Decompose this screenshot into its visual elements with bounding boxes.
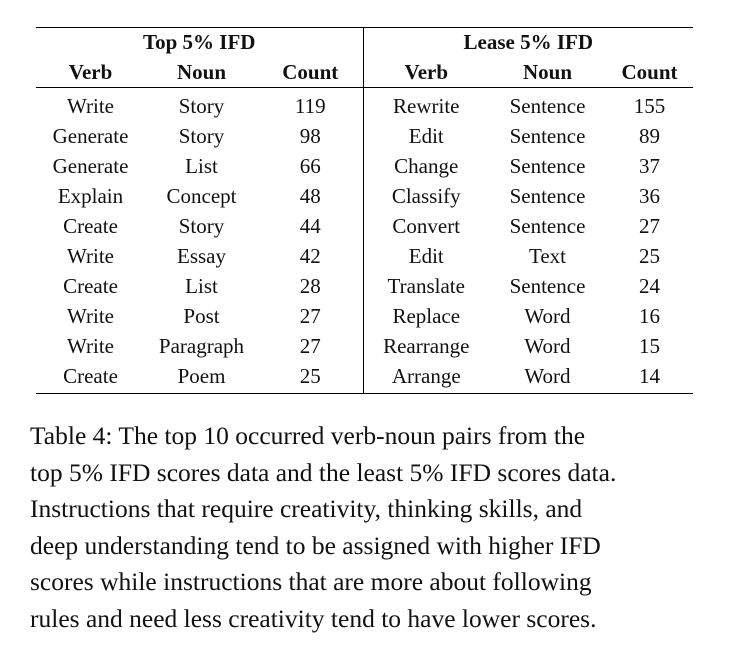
cell-count: 155 (633, 94, 666, 118)
group-header-top: Top 5% IFD (36, 28, 363, 58)
cell-verb: Write (67, 304, 114, 328)
group-header-row (36, 28, 693, 58)
cell-noun: Sentence (509, 94, 586, 118)
cell-noun: Paragraph (158, 334, 245, 358)
table-row (36, 211, 693, 241)
table-caption (30, 418, 710, 637)
cell-noun: Story (178, 124, 225, 148)
cell-noun: Word (524, 334, 571, 358)
column-header: Verb (363, 57, 489, 88)
cell-verb: Rearrange (363, 331, 489, 361)
cell-count: 48 (299, 184, 321, 208)
cell-count: 27 (299, 334, 321, 358)
cell-noun: Essay (177, 244, 226, 268)
cell-count: 98 (299, 124, 321, 148)
table-row (36, 181, 693, 211)
cell-noun: Concept (166, 184, 237, 208)
cell-count: 89 (639, 124, 660, 148)
caption-line: deep understanding tend to be assigned with higher IFD (30, 530, 601, 560)
cell-noun: Sentence (509, 274, 586, 298)
cell-noun: Sentence (509, 154, 586, 178)
caption-line: Table 4: The top 10 occurred verb-noun pairs from the (30, 421, 586, 450)
column-header: Count (258, 57, 363, 88)
cell-count: 28 (299, 274, 321, 298)
cell-noun: Word (489, 361, 606, 394)
cell-verb: Write (67, 94, 114, 118)
cell-count: 42 (299, 244, 321, 268)
cell-verb: Rewrite (363, 88, 489, 122)
cell-verb: Generate (52, 124, 129, 148)
cell-noun: Sentence (509, 184, 586, 208)
cell-noun: List (185, 154, 218, 178)
cell-count: 119 (294, 94, 326, 118)
table-row (36, 271, 693, 301)
cell-count: 25 (258, 361, 363, 394)
cell-verb: Create (63, 274, 118, 298)
caption-line: scores while instructions that are more about following (30, 567, 592, 596)
table-row (36, 241, 693, 271)
cell-count: 14 (606, 361, 693, 394)
cell-noun: Word (524, 304, 571, 328)
cell-noun: Poem (145, 361, 258, 394)
cell-count: 27 (639, 214, 660, 238)
cell-noun: Story (178, 214, 225, 238)
cell-noun: Post (183, 304, 220, 328)
cell-verb: Replace (363, 301, 489, 331)
cell-count: 37 (639, 154, 660, 178)
table-row (36, 88, 693, 122)
caption-line: rules and need less creativity tend to have lower scores. (30, 603, 597, 633)
verb-noun-table (36, 27, 693, 394)
cell-verb: Classify (363, 181, 489, 211)
cell-verb: Explain (57, 184, 124, 208)
cell-verb: Edit (363, 241, 489, 271)
column-header-row (36, 57, 693, 88)
cell-count: 66 (299, 154, 321, 178)
cell-count: 44 (299, 214, 321, 238)
cell-verb: Arrange (363, 361, 489, 394)
cell-verb: Create (63, 214, 118, 238)
cell-noun: Story (178, 94, 225, 118)
cell-count: 27 (299, 304, 321, 328)
cell-count: 24 (639, 274, 660, 298)
cell-verb: Create (36, 361, 145, 394)
column-header: Verb (36, 57, 145, 88)
table-row (36, 151, 693, 181)
cell-noun: Sentence (509, 124, 586, 148)
cell-verb: Translate (363, 271, 489, 301)
cell-count: 25 (639, 244, 660, 268)
cell-count: 15 (639, 334, 660, 358)
table-body (36, 88, 693, 394)
table-row (36, 121, 693, 151)
column-header: Count (606, 57, 693, 88)
cell-verb: Write (67, 244, 114, 268)
cell-verb: Change (363, 151, 489, 181)
caption-line: Instructions that require creativity, thinking skills, and (30, 494, 583, 523)
cell-noun: Text (528, 244, 567, 268)
cell-verb: Edit (363, 121, 489, 151)
cell-verb: Convert (363, 211, 489, 241)
group-header-least: Lease 5% IFD (363, 28, 693, 58)
table-row (36, 361, 693, 394)
column-header: Noun (145, 57, 258, 88)
cell-verb: Write (67, 334, 114, 358)
cell-noun: Sentence (509, 214, 586, 238)
table-row (36, 331, 693, 361)
cell-verb: Generate (52, 154, 129, 178)
column-header: Noun (489, 57, 606, 88)
cell-count: 36 (639, 184, 660, 208)
table-row (36, 301, 693, 331)
cell-count: 16 (639, 304, 660, 328)
cell-noun: List (185, 274, 218, 298)
caption-line: top 5% IFD scores data and the least 5% IFD scores data. (30, 457, 617, 487)
